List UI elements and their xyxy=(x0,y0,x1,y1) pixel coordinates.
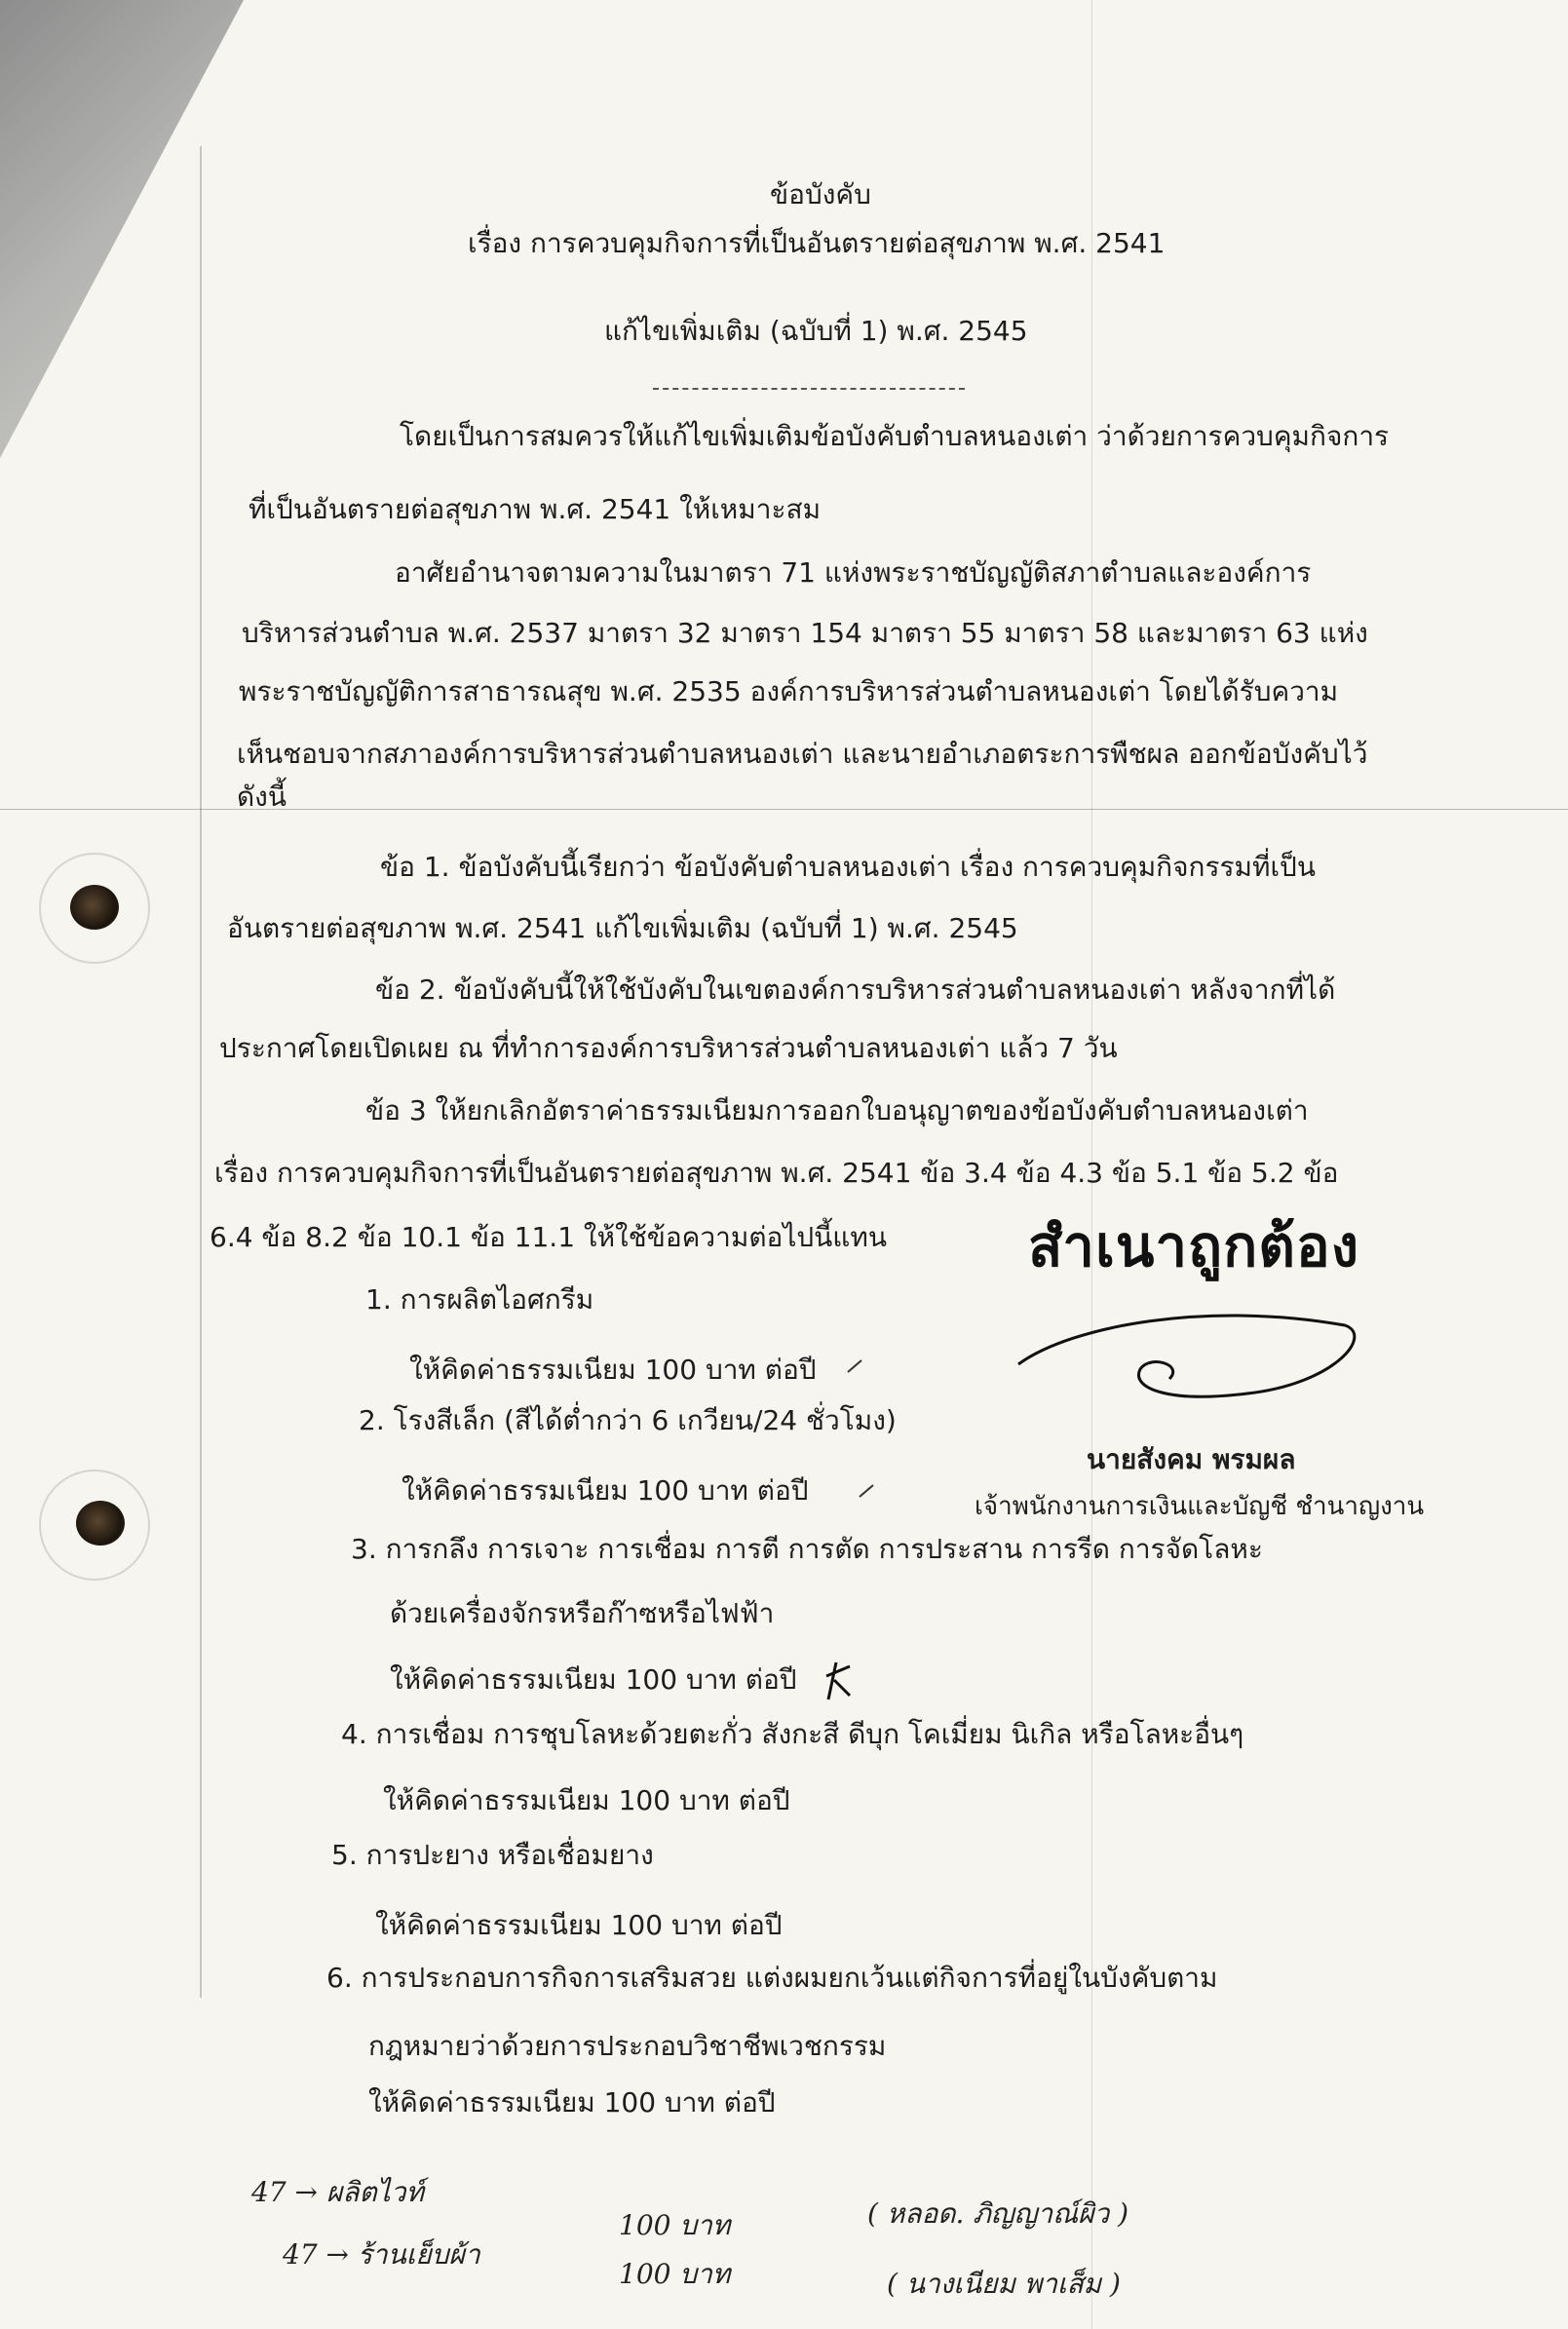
preamble-line-7: ดังนี้ xyxy=(237,781,287,813)
preamble-line-2: ที่เป็นอันตรายต่อสุขภาพ พ.ศ. 2541 ให้เหมาะสม xyxy=(249,493,822,525)
document-amendment: แก้ไขเพิ่มเติม (ฉบับที่ 1) พ.ศ. 2545 xyxy=(604,315,1028,347)
handwritten-name-2: ( นางเนียม พาเส็ม ) xyxy=(887,2268,1121,2300)
item-1-fee: ให้คิดค่าธรรมเนียม 100 บาท ต่อปี xyxy=(409,1354,817,1386)
item-6-fee: ให้คิดค่าธรรมเนียม 100 บาท ต่อปี xyxy=(368,2086,776,2119)
title-divider xyxy=(653,388,965,390)
handwritten-note-1: 47 → ผลิตไวท์ xyxy=(251,2176,424,2208)
clause-1-line-1: ข้อ 1. ข้อบังคับนี้เรียกว่า ข้อบังคับตำบลหนองเต่า เรื่อง การควบคุมกิจกรรมที่เป็น xyxy=(380,851,1316,883)
preamble-line-3: อาศัยอำนาจตามความในมาตรา 71 แห่งพระราชบัญญัติสภาตำบลและองค์การ xyxy=(395,556,1312,589)
preamble-line-5: พระราชบัญญัติการสาธารณสุข พ.ศ. 2535 องค์การบริหารส่วนตำบลหนองเต่า โดยได้รับความ xyxy=(239,675,1339,707)
punch-hole-top xyxy=(70,885,119,930)
clause-3-line-2: เรื่อง การควบคุมกิจการที่เป็นอันตรายต่อสุขภาพ พ.ศ. 2541 ข้อ 3.4 ข้อ 4.3 ข้อ 5.1 ข้อ 5.2 ข้อ xyxy=(214,1157,1339,1189)
item-3-fee: ให้คิดค่าธรรมเนียม 100 บาท ต่อปี xyxy=(390,1663,797,1696)
item-4-fee: ให้คิดค่าธรรมเนียม 100 บาท ต่อปี xyxy=(383,1784,790,1816)
clause-3-line-3: 6.4 ข้อ 8.2 ข้อ 10.1 ข้อ 11.1 ให้ใช้ข้อความต่อไปนี้แทน xyxy=(210,1221,887,1253)
item-2: 2. โรงสีเล็ก (สีได้ต่ำกว่า 6 เกวียน/24 ชั่วโมง) xyxy=(359,1404,897,1436)
item-3-line-2: ด้วยเครื่องจักรหรือก๊าซหรือไฟฟ้า xyxy=(390,1597,775,1629)
item-6-line-2: กฎหมายว่าด้วยการประกอบวิชาชีพเวชกรรม xyxy=(368,2030,887,2062)
certifier-name: นายสังคม พรมผล xyxy=(1087,1443,1296,1475)
item-5: 5. การปะยาง หรือเชื่อมยาง xyxy=(331,1839,654,1871)
punch-hole-bottom xyxy=(76,1501,125,1546)
preamble-line-4: บริหารส่วนตำบล พ.ศ. 2537 มาตรา 32 มาตรา 154 มาตรา 55 มาตรา 58 และมาตรา 63 แห่ง xyxy=(242,617,1368,649)
certified-copy-stamp: สำเนาถูกต้อง xyxy=(1028,1213,1360,1279)
page-margin-line xyxy=(200,146,202,1998)
handwritten-note-2: 47 → ร้านเย็บผ้า xyxy=(283,2238,480,2271)
clause-2-line-2: ประกาศโดยเปิดเผย ณ ที่ทำการองค์การบริหารส่วนตำบลหนองเต่า แล้ว 7 วัน xyxy=(219,1032,1118,1064)
tick-mark xyxy=(858,1481,877,1501)
handwritten-name-1: ( หลอด. ภิญญาณ์ผิว ) xyxy=(867,2197,1129,2230)
initial-mark xyxy=(821,1659,854,1701)
clause-2-line-1: ข้อ 2. ข้อบังคับนี้ให้ใช้บังคับในเขตองค์การบริหารส่วนตำบลหนองเต่า หลังจากที่ได้ xyxy=(375,974,1336,1006)
item-5-fee: ให้คิดค่าธรรมเนียม 100 บาท ต่อปี xyxy=(375,1909,783,1941)
item-2-fee: ให้คิดค่าธรรมเนียม 100 บาท ต่อปี xyxy=(402,1474,809,1507)
fold-line-horizontal xyxy=(0,809,1568,810)
clause-1-line-2: อันตรายต่อสุขภาพ พ.ศ. 2541 แก้ไขเพิ่มเติม (ฉบับที่ 1) พ.ศ. 2545 xyxy=(227,912,1018,944)
handwritten-amount-1: 100 บาท xyxy=(619,2209,731,2241)
item-4: 4. การเชื่อม การชุบโลหะด้วยตะกั่ว สังกะสี ดีบุก โคเมี่ยม นิเกิล หรือโลหะอื่นๆ xyxy=(341,1718,1244,1750)
item-3-line-1: 3. การกลึง การเจาะ การเชื่อม การตี การตัด การประสาน การรีด การจัดโลหะ xyxy=(351,1533,1263,1565)
item-6-line-1: 6. การประกอบการกิจการเสริมสวย แต่งผมยกเว้นแต่กิจการที่อยู่ในบังคับตาม xyxy=(326,1962,1218,1994)
preamble-line-1: โดยเป็นการสมควรให้แก้ไขเพิ่มเติมข้อบังคับตำบลหนองเต่า ว่าด้วยการควบคุมกิจการ xyxy=(400,420,1390,452)
document-title: ข้อบังคับ xyxy=(770,178,871,210)
item-1: 1. การผลิตไอศกรีม xyxy=(365,1283,594,1316)
signature-mark xyxy=(1013,1296,1364,1413)
clause-3-line-1: ข้อ 3 ให้ยกเลิกอัตราค่าธรรมเนียมการออกใบอนุญาตของข้อบังคับตำบลหนองเต่า xyxy=(365,1094,1309,1126)
preamble-line-6: เห็นชอบจากสภาองค์การบริหารส่วนตำบลหนองเต่า และนายอำเภอตระการพืชผล ออกข้อบังคับไว้ xyxy=(237,738,1368,770)
tick-mark xyxy=(846,1356,865,1376)
certifier-position: เจ้าพนักงานการเงินและบัญชี ชำนาญงาน xyxy=(975,1492,1425,1521)
handwritten-amount-2: 100 บาท xyxy=(619,2258,731,2290)
document-subject: เรื่อง การควบคุมกิจการที่เป็นอันตรายต่อสุขภาพ พ.ศ. 2541 xyxy=(468,227,1166,259)
